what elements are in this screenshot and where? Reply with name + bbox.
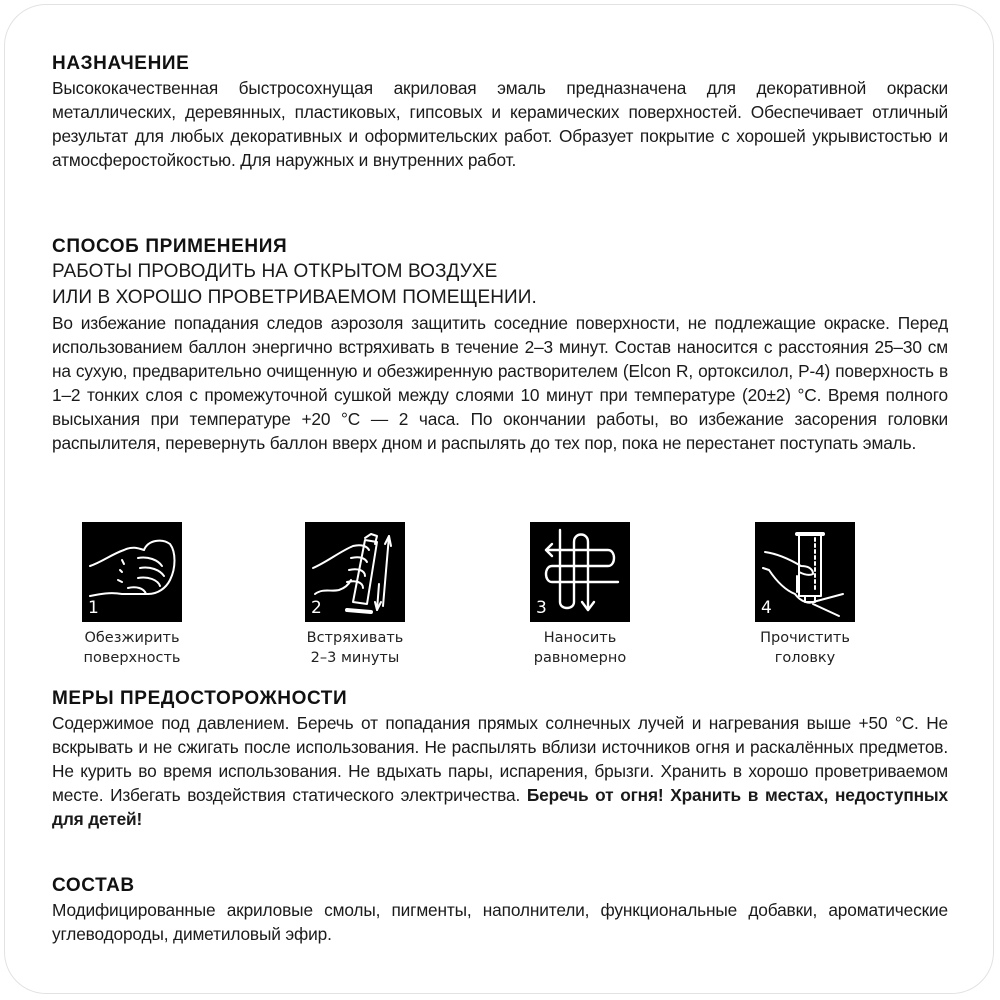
- step-caption: [275, 628, 435, 668]
- step-caption-line1: Наносить: [543, 630, 617, 646]
- step-caption-line2: равномерно: [533, 650, 627, 666]
- application-text: Во избежание попадания следов аэрозоля защитить соседние поверхности, не подлежащие окраске. Перед использованием баллон энергично встряхивать в течение 2–3 минут. Состав наносится с расстояния 25–30 см на сухую, предварительно очищенную и обезжиренную растворителем (Elcon R, ортоксилол, Р-4) поверхность в 1–2 тонких слоя с промежуточной сушкой между слоями 10 минут при температуре (20±2) °С. Время полного высыхания при температуре +20 °С — 2 часа. По окончании работы, во избежание засорения головки распылителя, перевернуть баллон вверх дном и распылять до тех пор, пока не перестанет поступать эмаль.: [52, 313, 948, 453]
- precautions-heading: МЕРЫ ПРЕДОСТОРОЖНОСТИ: [52, 688, 348, 709]
- purpose-section: [52, 52, 948, 172]
- application-section: [52, 235, 948, 455]
- application-subheading-line1: РАБОТЫ ПРОВОДИТЬ НА ОТКРЫТОМ ВОЗДУХЕ: [52, 261, 498, 282]
- step-2: [275, 522, 435, 668]
- step-caption-line1: Прочистить: [760, 630, 850, 646]
- precautions-warning: Беречь от огня! Хранить в местах, недоступных для детей!: [52, 785, 949, 829]
- step-caption-line1: Обезжирить: [84, 630, 180, 646]
- precautions-section: [52, 687, 948, 831]
- step-caption: [725, 628, 885, 668]
- step-4: [725, 522, 885, 668]
- spray-pattern-icon: [530, 522, 630, 622]
- composition-heading: СОСТАВ: [52, 875, 135, 896]
- step-caption-line2: 2–3 минуты: [310, 650, 400, 666]
- purpose-text: Высококачественная быстросохнущая акриловая эмаль предназначена для декоративной окраски металлических, деревянных, пластиковых, гипсовых и керамических поверхностей. Обеспечивает отличный результат для любых декоративных и оформительских работ. Образует покрытие с хорошей укрывистостью и атмосферостойкостью. Для наружных и внутренних работ.: [52, 78, 948, 170]
- precautions-text: [52, 711, 948, 831]
- step-caption: [52, 628, 212, 668]
- application-subheading-line2: ИЛИ В ХОРОШО ПРОВЕТРИВАЕМОМ ПОМЕЩЕНИИ.: [52, 287, 537, 308]
- application-steps: [52, 522, 948, 672]
- hand-wipe-icon: [82, 522, 182, 622]
- step-3: [500, 522, 660, 668]
- step-number: 4: [761, 598, 772, 618]
- precautions-body: Содержимое под давлением. Беречь от попадания прямых солнечных лучей и нагревания выше +50 °С. Не вскрывать и не сжигать после использования. Не распылять вблизи источников огня и раскалённых предметов. Не курить во время использования. Не вдыхать пары, испарения, брызги. Хранить в хорошо проветриваемом месте. Избегать воздействия статического электричества.: [52, 713, 948, 805]
- step-number: 1: [88, 598, 99, 618]
- step-caption-line1: Встряхивать: [306, 630, 404, 646]
- step-number: 3: [536, 598, 547, 618]
- step-caption-line2: головку: [774, 650, 836, 666]
- purpose-heading: НАЗНАЧЕНИЕ: [52, 53, 190, 74]
- step-number: 2: [311, 598, 322, 618]
- step-1: [52, 522, 212, 668]
- composition-section: [52, 874, 948, 946]
- application-heading: СПОСОБ ПРИМЕНЕНИЯ: [52, 236, 288, 257]
- step-caption-line2: поверхность: [83, 650, 181, 666]
- shake-can-icon: [305, 522, 405, 622]
- step-caption: [500, 628, 660, 668]
- clean-nozzle-icon: [755, 522, 855, 622]
- composition-text: Модифицированные акриловые смолы, пигменты, наполнители, функциональные добавки, ароматические углеводороды, диметиловый эфир.: [52, 900, 948, 944]
